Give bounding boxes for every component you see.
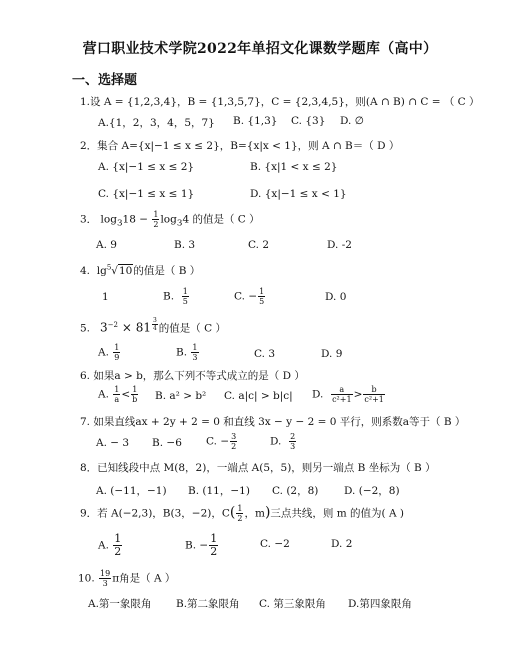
q5-option-d: D. 9 (321, 348, 343, 360)
q7-option-b: B. −6 (152, 437, 182, 449)
question-2: 2．集合 A={x|−1 ≤ x ≤ 2}，B={x|x < 1}，则 A ∩ B＝（ D ） (80, 140, 400, 152)
q1-option-c: C. {3} (291, 115, 326, 127)
q9-option-a: A. $\frac{1}{2}$ (98, 532, 122, 558)
q7-option-a: A. − 3 (96, 437, 130, 449)
q5-option-a: A. $\frac{1}{9}$ (98, 343, 120, 362)
q2-option-c: C. {x|−1 ≤ x ≤ 1} (98, 188, 195, 200)
q8-option-a: A. (−11，−1) (96, 485, 167, 497)
question-7: 7. 如果直线ax + 2y + 2 = 0 和直线 3x − y − 2 = 0 平行，则系数a等于（ B ） (80, 416, 466, 428)
q7-option-c: C. − $\frac{3}{2}$ (206, 432, 237, 451)
question-10: 10. $\frac{19}{3}$ π角是（ A ） (78, 569, 176, 588)
q3-option-b: B. 3 (174, 239, 196, 251)
q7-option-d: D. $\frac{2}{3}$ (270, 432, 296, 451)
question-9: 9．若 A(−2,3)，B(3，−2)，C( $\frac{1}{2}$ ，m)三点共线，则 m 的值为( A ) (80, 504, 404, 523)
q4-option-b: B. $\frac{1}{5}$ (163, 287, 188, 306)
q9-option-c: C. −2 (260, 538, 290, 550)
question-8: 8．已知线段中点 M(8，2)，一端点 A(5，5)，则另一端点 B 坐标为（ B ） (80, 462, 436, 474)
q5-option-c: C. 3 (254, 348, 276, 360)
q10-option-c: C. 第三象限角 (259, 598, 326, 610)
q2-option-a: A. {x|−1 ≤ x ≤ 2} (98, 161, 195, 173)
fraction: $\frac{1}{2}$ (153, 210, 159, 229)
q1-option-d: D. ∅ (340, 115, 364, 127)
q4-option-d: D. 0 (325, 291, 347, 303)
q6-option-d: D. $\frac{a}{\text{c²+1}}$ > $\frac{b}{\text{c²+1}}$ (312, 385, 384, 404)
q9-option-d: D. 2 (331, 538, 353, 550)
q8-option-b: B. (11，−1) (188, 485, 250, 497)
q2-option-b: B. {x|1 < x ≤ 2} (250, 161, 338, 173)
q6-option-c: C. a|c| > b|c| (224, 390, 293, 402)
q2-option-d: D. {x|−1 ≤ x < 1} (250, 188, 347, 200)
q8-option-d: D. (−2，8) (344, 485, 400, 497)
q3-option-d: D. -2 (327, 239, 352, 251)
q10-option-a: A.第一象限角 (88, 598, 152, 610)
q6-option-b: B. a² > b² (155, 390, 207, 402)
q5-option-b: B. $\frac{1}{3}$ (176, 343, 198, 362)
q8-option-c: C. (2，8) (272, 485, 319, 497)
q9-option-b: B. − $\frac{1}{2}$ (185, 532, 218, 558)
question-5: 5. $3^{-2} \times 81$ $^{\frac{3}{4}}$ 的值是（ C ） (80, 317, 227, 335)
question-6: 6. 如果a > b，那么下列不等式成立的是（ D ） (80, 370, 305, 382)
q6-option-a: A. $\frac{1}{a}$ < $\frac{1}{b}$ (98, 385, 138, 404)
q10-option-d: D.第四象限角 (348, 598, 412, 610)
q3-option-c: C. 2 (248, 239, 270, 251)
q10-option-b: B.第二象限角 (176, 598, 240, 610)
q1-option-a: A.{1，2，3，4，5，7} (98, 117, 215, 129)
q1-option-b: B. {1,3} (233, 115, 278, 127)
question-3: 3． $\log_318$ − $\frac{1}{2}$ $\log_34$ 的值是（ C ） (80, 210, 260, 229)
q4-option-a: 1 (102, 291, 109, 303)
section-heading: 一、选择题 (72, 73, 138, 88)
question-1: 1.设 A = {1,2,3,4}，B = {1,3,5,7}，C = {2,3,4,5}，则(A ∩ B) ∩ C = （ C ） (80, 96, 480, 108)
question-4: 4. $\lg^5√10$的值是（ B ） (80, 263, 201, 277)
page-title: 营口职业技术学院2022年单招文化课数学题库（高中） (82, 41, 438, 57)
q4-option-c: C. − $\frac{1}{5}$ (234, 287, 265, 306)
q3-option-a: A. 9 (96, 239, 117, 251)
